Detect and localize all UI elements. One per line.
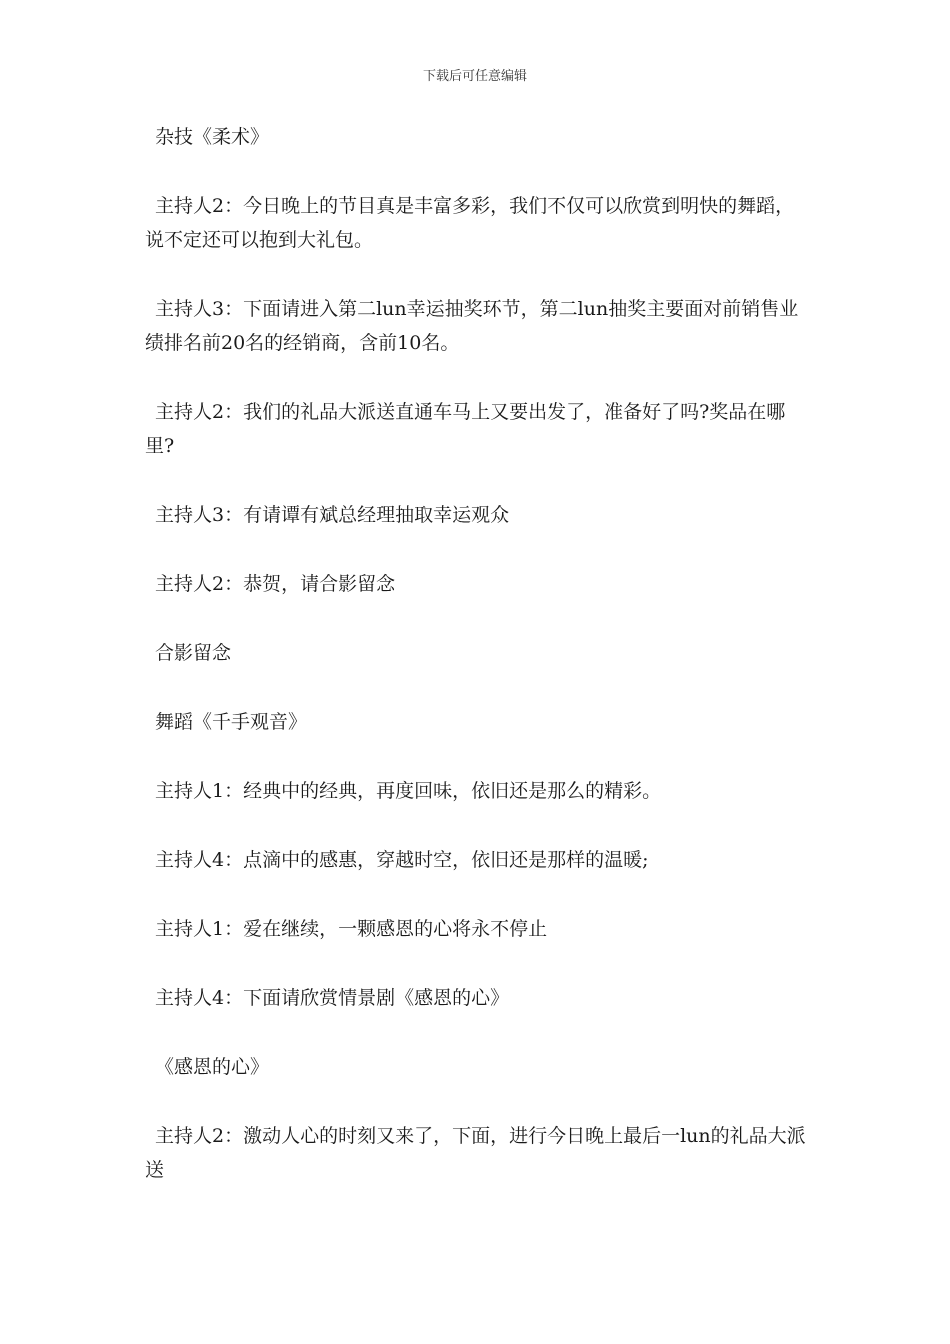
document-body <box>145 120 810 1222</box>
paragraph: 主持人4：下面请欣赏情景剧《感恩的心》 <box>155 987 510 1009</box>
paragraph: 主持人1：爱在继续，一颗感恩的心将永不停止 <box>155 918 548 940</box>
paragraph: 主持人3：有请谭有斌总经理抽取幸运观众 <box>155 504 510 526</box>
paragraph: 主持人2：激动人心的时刻又来了，下面，进行今日晚上最后一lun的礼品大派送 <box>145 1125 806 1181</box>
paragraph: 舞蹈《千手观音》 <box>155 711 308 733</box>
paragraph: 主持人2：我们的礼品大派送直通车马上又要出发了，准备好了吗?奖品在哪里? <box>145 401 786 457</box>
paragraph: 主持人4：点滴中的感惠，穿越时空，依旧还是那样的温暖; <box>155 849 649 871</box>
paragraph: 主持人2：今日晚上的节目真是丰富多彩，我们不仅可以欣赏到明快的舞蹈，说不定还可以抱到大礼包。 <box>145 195 795 251</box>
paragraph: 主持人1：经典中的经典，再度回味，依旧还是那么的精彩。 <box>155 780 662 802</box>
paragraph: 主持人3：下面请进入第二lun幸运抽奖环节，第二lun抽奖主要面对前销售业绩排名前20名的经销商，含前10名。 <box>145 298 799 354</box>
header-note: 下载后可任意编辑 <box>422 69 527 84</box>
paragraph: 主持人2：恭贺，请合影留念 <box>155 573 396 595</box>
paragraph: 合影留念 <box>155 642 232 664</box>
paragraph: 杂技《柔术》 <box>155 126 270 148</box>
paragraph: 《感恩的心》 <box>155 1056 270 1078</box>
